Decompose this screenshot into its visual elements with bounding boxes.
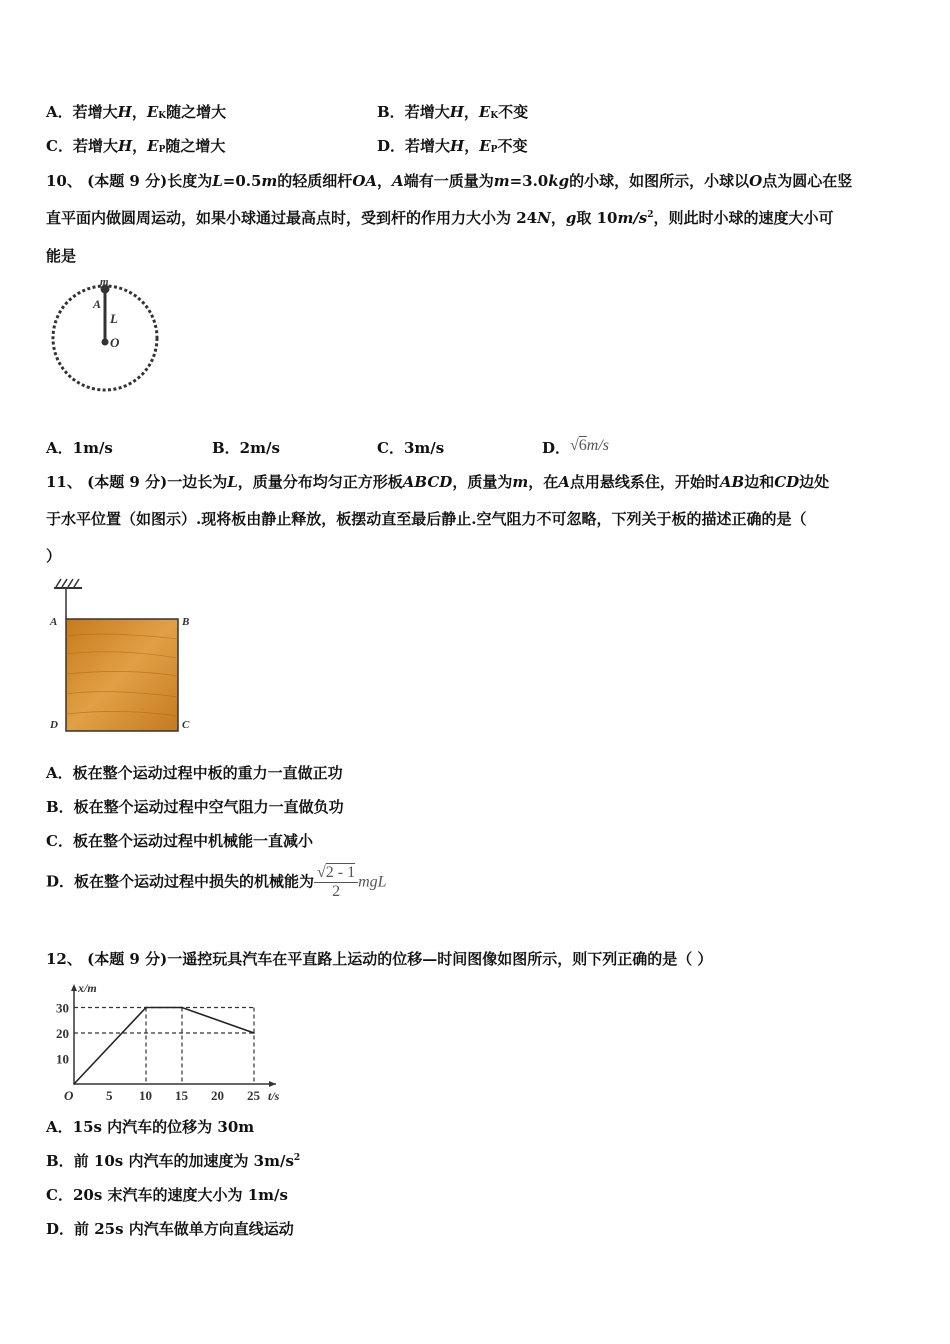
var-h: H [449, 103, 464, 121]
q11-option-b: B．板在整个运动过程中空气阻力一直做负功 [46, 798, 344, 816]
mgl: mgL [358, 873, 387, 891]
q10-option-b: B．2m/s [212, 439, 280, 457]
option-label: A． [46, 103, 73, 121]
question-number: 12、 [46, 950, 82, 968]
y-tick-label: 10 [56, 1051, 69, 1067]
option-text: D．板在整个运动过程中损失的机械能为 [46, 872, 315, 891]
var-e: E [478, 103, 491, 121]
q10-option-d [542, 434, 609, 455]
q12-xt-chart [46, 978, 280, 1106]
q12-option-b [46, 1150, 300, 1171]
q11-option-a: A．板在整个运动过程中板的重力一直做正功 [46, 764, 343, 782]
text: ， [550, 209, 566, 227]
var: A [558, 473, 570, 491]
q9-option-a [46, 101, 226, 122]
text: 端有一质量为 [403, 172, 494, 190]
var: CD [774, 473, 800, 491]
text: 点用悬线系住，开始时 [569, 473, 720, 491]
q11-line-3: ） [46, 547, 62, 565]
x-tick-label: 15 [175, 1088, 188, 1103]
numerator-value: 2 - 1 [325, 864, 356, 881]
q10-circle-figure [46, 276, 164, 396]
text: 一边长为 [167, 473, 228, 491]
data-point [253, 1032, 255, 1034]
text: ，则此时小球的速度大小可 [653, 209, 834, 227]
x-tick-label: 10 [139, 1088, 152, 1103]
text: 的轻质细杆 [277, 172, 353, 190]
option-text-end: 随之增大 [165, 137, 226, 155]
label-m: m [100, 276, 109, 288]
text: 的小球，如图所示，小球以 [569, 172, 750, 190]
x-axis-label: t/s [268, 1089, 280, 1103]
text: ，在 [528, 473, 559, 491]
q10-line-3: 能是 [46, 247, 77, 265]
text: =3.0 [509, 172, 549, 190]
option-text: 若增大 [405, 137, 451, 155]
var: O [749, 172, 763, 190]
q11-option-c: C．板在整个运动过程中机械能一直减小 [46, 832, 313, 850]
q10-option-c: C．3m/s [377, 439, 445, 457]
option-text: 若增大 [72, 137, 118, 155]
q9-option-b [377, 101, 528, 122]
q10-option-a: A．1m/s [46, 439, 113, 457]
label-c: C [182, 719, 190, 731]
superscript: 2 [293, 1153, 301, 1163]
var-e: E [147, 137, 159, 155]
x-tick-label: 20 [211, 1088, 224, 1103]
question-text: 一遥控玩具汽车在平直路上运动的位移—时间图像如图所示，则下列正确的是（ ） [167, 950, 713, 968]
question-score: (本题 9 分) [87, 172, 168, 190]
q12-option-d: D．前 25s 内汽车做单方向直线运动 [46, 1220, 294, 1238]
option-text-end: 随之增大 [166, 103, 227, 121]
q10-line-2 [46, 207, 834, 228]
text: 边处 [799, 473, 830, 491]
option-label: B． [377, 103, 405, 121]
label-a: A [50, 616, 58, 628]
var: m [512, 473, 529, 491]
var-h: H [450, 137, 465, 155]
var: OA [352, 172, 378, 190]
data-point [145, 1007, 147, 1009]
y-tick-label: 20 [56, 1026, 69, 1041]
x-tick-label: 5 [106, 1088, 113, 1103]
option-label: D． [377, 137, 406, 155]
question-score: (本题 9 分) [87, 473, 168, 491]
question-number: 10、 [46, 172, 82, 190]
label-d: D [50, 719, 58, 731]
text: 长度为 [167, 172, 213, 190]
var-e: E [479, 137, 491, 155]
text: 取 10 [576, 209, 618, 227]
y-axis-label: x/m [78, 981, 97, 995]
y-tick-label: 30 [56, 1000, 69, 1016]
option-text-end: 不变 [497, 137, 528, 155]
var-h: H [117, 137, 133, 155]
data-point [73, 1083, 75, 1085]
var: L [227, 473, 238, 491]
q11-line-1 [46, 471, 829, 492]
option-label: D． [542, 439, 571, 457]
var: g [565, 209, 577, 227]
q11-option-d [46, 864, 387, 901]
q9-option-c [46, 135, 225, 156]
x-tick-label: O [64, 1088, 74, 1103]
sep: ， [132, 137, 148, 155]
series-line [74, 1008, 254, 1085]
var-h: H [117, 103, 132, 121]
option-text: 若增大 [404, 103, 450, 121]
text: 直平面内做圆周运动，如果小球通过最高点时，受到杆的作用力大小为 24 [46, 209, 538, 227]
sep: ， [463, 103, 479, 121]
var: N [537, 209, 551, 227]
option-label: C． [46, 137, 73, 155]
fraction-numerator: √2 - 1 [314, 864, 358, 883]
text: ，质量分布均匀正方形板 [237, 473, 403, 491]
q11-board-figure [46, 576, 196, 736]
pivot [102, 339, 109, 346]
var: m/s [617, 209, 648, 227]
text: ，质量为 [452, 473, 513, 491]
sqrt-value: 6 [578, 437, 587, 454]
unit: m/s [586, 437, 610, 454]
label-l: L [110, 311, 118, 326]
fraction-denominator: 2 [332, 883, 341, 900]
q12-option-c: C．20s 末汽车的速度大小为 1m/s [46, 1186, 288, 1204]
data-point [181, 1007, 183, 1009]
var: kg [548, 172, 570, 190]
var: AB [719, 473, 745, 491]
x-axis-arrow [269, 1081, 276, 1087]
var: A [392, 172, 404, 190]
question-score: (本题 9 分) [87, 950, 168, 968]
q9-option-d [377, 135, 527, 156]
subscript: P [158, 145, 166, 155]
y-axis-arrow [71, 984, 77, 991]
text: 点为圆心在竖 [762, 172, 853, 190]
sep: ， [464, 137, 480, 155]
x-tick-label: 25 [247, 1088, 260, 1103]
text: 边和 [744, 473, 775, 491]
text: ， [377, 172, 393, 190]
sep: ， [131, 103, 147, 121]
superscript: 2 [647, 210, 654, 220]
fraction [314, 864, 358, 901]
q10-line-1 [46, 170, 852, 191]
label-a: A [93, 297, 102, 311]
var: L [212, 172, 223, 190]
label-b: B [182, 616, 190, 628]
q12-line-1 [46, 948, 712, 969]
var-e: E [146, 103, 159, 121]
var: m [261, 172, 278, 190]
var: m [493, 172, 510, 190]
subscript: K [490, 111, 499, 121]
label-o: O [110, 335, 120, 350]
text: =0.5 [222, 172, 262, 190]
option-text: 若增大 [72, 103, 118, 121]
q12-option-a: A．15s 内汽车的位移为 30m [46, 1118, 255, 1136]
var: ABCD [402, 473, 453, 491]
option-text-end: 不变 [498, 103, 529, 121]
ceiling-hatch [56, 579, 79, 587]
sqrt-icon: √6 [570, 437, 587, 454]
subscript: K [158, 111, 167, 121]
question-number: 11、 [46, 473, 82, 491]
q11-line-2: 于水平位置（如图示）.现将板由静止释放，板摆动直至最后静止.空气阻力不可忽略，下列关于板的描述正确的是（ [46, 510, 807, 528]
option-text: B．前 10s 内汽车的加速度为 3m/s [46, 1152, 294, 1170]
subscript: P [490, 145, 498, 155]
